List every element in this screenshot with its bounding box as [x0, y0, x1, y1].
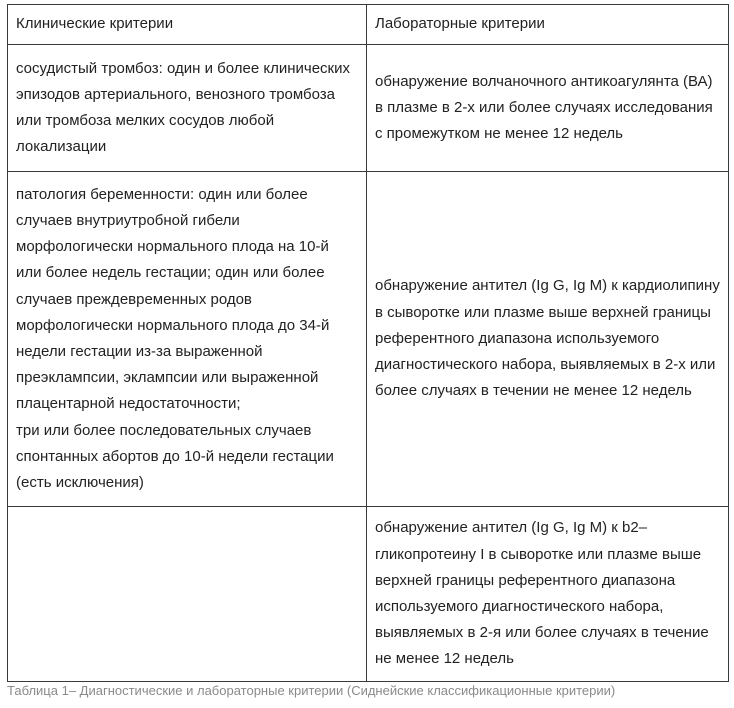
- table-row: [8, 507, 729, 682]
- criteria-table: [7, 4, 729, 682]
- lab-cell: [367, 507, 729, 682]
- cell-text: патология беременности: один или более случаев внутриутробной гибели морфологически нормального плода на 10-й или более недель гестации; один или более случаев преждевременных родов морфологически нормального плода до 34-й недели гестации из-за выраженной преэклампсии, эклампсии или выраженной плацентарной недостаточности;: [16, 185, 330, 413]
- table-row: [8, 45, 729, 172]
- clinical-cell: [8, 172, 367, 507]
- table-caption: Таблица 1– Диагностические и лабораторные критерии (Сиднейские классификационные критерии): [7, 683, 616, 698]
- cell-text: обнаружение антител (Ig G, Ig M) к b2–гликопротеину I в сыворотке или плазме выше верхней границы референтного диапазона используемого диагностического набора, выявляемых в 2-я или более случаях в течение не менее 12 недель: [375, 519, 709, 668]
- cell-text: сосудистый тромбоз: один и более клинических эпизодов артериального, венозного тромбоза или тромбоза мелких сосудов любой локализации: [16, 59, 350, 156]
- cell-text: три или более последовательных случаев спонтанных абортов до 10-й недели гестации (есть исключения): [16, 421, 334, 492]
- clinical-cell: [8, 45, 367, 172]
- clinical-cell: [8, 507, 367, 682]
- lab-cell: [367, 172, 729, 507]
- cell-text: обнаружение волчаночного антикоагулянта (ВА) в плазме в 2-х или более случаях исследования с промежутком не менее 12 недель: [375, 72, 713, 143]
- lab-cell: [367, 45, 729, 172]
- table-header-row: [8, 5, 729, 45]
- cell-text: обнаружение антител (Ig G, Ig M) к кардиолипину в сыворотке или плазме выше верхней границы референтного диапазона используемого диагностического набора, выявляемых в 2-х или более случаях в течении не менее 12 недель: [375, 277, 720, 400]
- header-lab-criteria: Лабораторные критерии: [367, 5, 729, 45]
- table-row: [8, 172, 729, 507]
- header-clinical-criteria: Клинические критерии: [8, 5, 367, 45]
